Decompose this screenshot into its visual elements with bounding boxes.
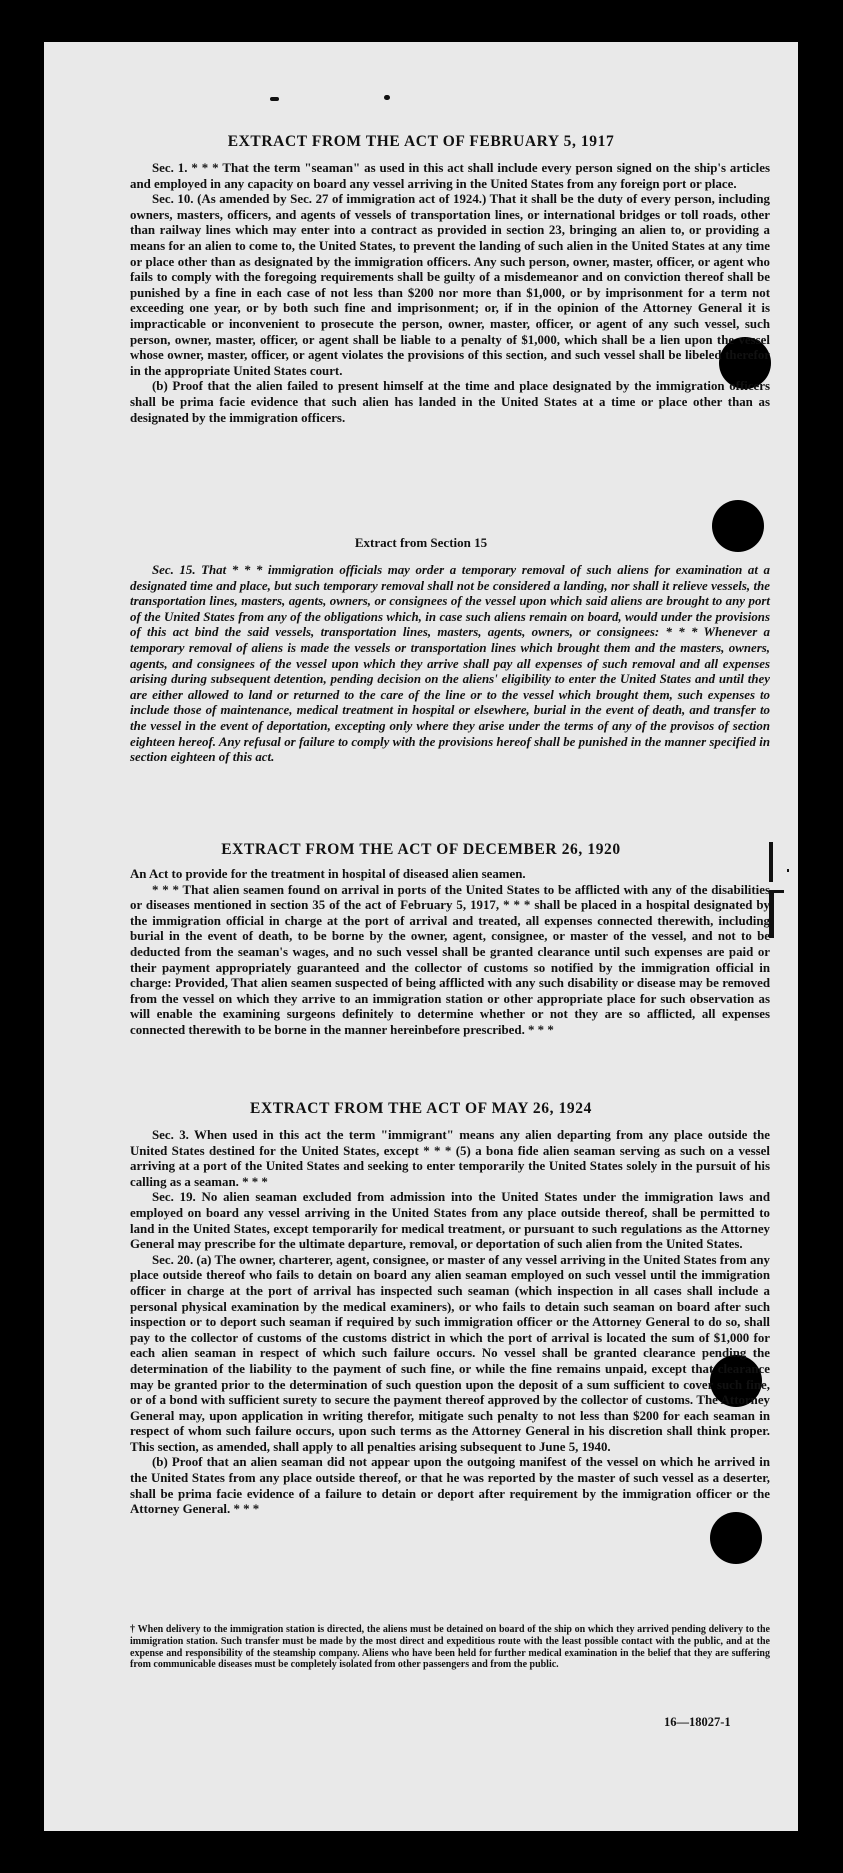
- section-heading-dec-1920: EXTRACT FROM THE ACT OF DECEMBER 26, 1920: [221, 841, 621, 858]
- paragraph: Sec. 10. (As amended by Sec. 27 of immigration act of 1924.) That it shall be the duty of every person, including owners, masters, officers, and agents of vessels of transportation lines, or international bridges or toll roads, other than railway lines which may enter into a contract as provided in section 23, bringing an alien to, or providing a means for an alien to come to, the United States, to prevent the landing of such alien in the United States at any time or place other than as designated by the immigration officers. Any such person, owner, master, officer, or agent who fails to comply with the foregoing requirements shall be guilty of a misdemeanor and on conviction thereof shall be punished by a fine in each case of not less than $200 nor more than $1,000, or by imprisonment for a term not exceeding one year, or by both such fine and imprisonment; or, if in the opinion of the Attorney General it is impracticable or inconvenient to prosecute the person, owner, master, officer, or agent of any such vessel, such person, owner, master, officer, or agent shall be liable to a penalty of $1,000, which shall be a lien upon the vessel whose owner, master, officer, or agent violates the provisions of this section, and such vessel shall be libeled therefor in the appropriate United States court.: [130, 192, 770, 378]
- margin-mark: [787, 869, 789, 872]
- section-heading-feb-1917: EXTRACT FROM THE ACT OF FEBRUARY 5, 1917: [227, 133, 615, 150]
- paragraph: Sec. 3. When used in this act the term "immigrant" means any alien departing from any place outside the United States destined for the United States, except * * * (5) a bona fide alien seaman serving as such on a vessel arriving at a port of the United States and seeking to enter temporarily the United States solely in the pursuit of his calling as a seaman. * * *: [130, 1128, 770, 1189]
- punch-hole: [710, 1512, 762, 1564]
- form-number: 16—18027-1: [664, 1715, 731, 1729]
- document-page: [44, 42, 798, 1831]
- paragraph: (b) Proof that the alien failed to present himself at the time and place designated by the immigration officers shall be prima facie evidence that such alien has landed in the United States at a time or place other than as designated by the immigration officers.: [130, 379, 770, 425]
- section-heading-may-1924: EXTRACT FROM THE ACT OF MAY 26, 1924: [250, 1100, 592, 1117]
- paragraph: Sec. 20. (a) The owner, charterer, agent, consignee, or master of any vessel arriving in the United States from any place outside thereof who fails to detain on board any alien seaman employed on such vessel until the immigration officer in charge at the port of arrival has inspected such seaman (which inspection in all cases shall include a personal physical examination by the medical examiners), or who fails to detain such seaman on board after such inspection or to deport such seaman if required by such immigration officer or the Attorney General to do so, shall pay to the collector of customs of the customs district in which the port of arrival is located the sum of $1,000 for each alien seaman in respect of which such failure occurs. No vessel shall be granted clearance pending the determination of the liability to the payment of such fine, or while the fine remains unpaid, except that clearance may be granted prior to the determination of such question upon the deposit of a sum sufficient to cover such fine, or of a bond with sufficient surety to secure the payment thereof approved by the collector of customs. The Attorney General may, upon application in writing therefor, mitigate such penalty to not less than $200 for each seaman in respect of whom such failure occurs, upon such terms as the Attorney General in his discretion shall think proper. This section, as amended, shall apply to all penalties arising subsequent to June 5, 1940.: [130, 1252, 770, 1454]
- paragraph: Sec. 15. That * * * immigration officials may order a temporary removal of such aliens for examination at a designated time and place, but such temporary removal shall not be considered a landing, nor shall it relieve vessels, the transportation lines, masters, agents, owners, or consignees of the vessel upon which said aliens are brought to any port of the United States from any of the obligations which, in case such aliens remain on board, would under the provisions of this act bind the said vessels, transportation lines, masters, agents, owners, or consignees: * * * Whenever a temporary removal of aliens is made the vessels or transportation lines which brought them and the masters, owners, agents, and consignees of the vessel upon which they arrive shall pay all expenses of such removal and all expenses arising during subsequent detention, pending decision on the aliens' eligibility to enter the United States and until they are either allowed to land or returned to the care of the line or to the vessel which brought them, such expenses to include those of maintenance, medical treatment in hospital or elsewhere, burial in the event of death, and transfer to the vessel in the event of deportation, excepting only where they arise under the terms of any of the provisos of section eighteen hereof. Any refusal or failure to comply with the provisions hereof shall be punished in the manner specified in section eighteen of this act.: [130, 563, 770, 765]
- footnote: † When delivery to the immigration station is directed, the aliens must be detained on board of the ship on which they arrived pending delivery to the immigration station. Such transfer must be made by the most direct and expeditious route with the least possible contact with the public, and at the expense and responsibility of the steamship company. Aliens who have been held for further medical examination in the belief that they are suffering from communicable diseases must be completely isolated from other passengers and from the public.: [130, 1624, 770, 1671]
- section-heading-section-15: Extract from Section 15: [354, 535, 488, 550]
- ink-speck: [270, 97, 279, 101]
- section-body-section-15: [130, 563, 770, 766]
- paragraph: Sec. 19. No alien seaman excluded from admission into the United States under the immigration laws and employed on board any vessel arriving in the United States from any place outside thereof, shall be permitted to land in the United States, except temporarily for medical treatment, or pursuant to such regulations as the Attorney General may prescribe for the ultimate departure, removal, or deportation of such alien from the United States.: [130, 1190, 770, 1252]
- paragraph: (b) Proof that an alien seaman did not appear upon the outgoing manifest of the vessel on which he arrived in the United States from any place outside thereof, or that he was reported by the master of such vessel as a deserter, shall be prima facie evidence of a failure to detain or deport after requirement by the immigration officer or the Attorney General. * * *: [130, 1455, 770, 1517]
- margin-mark: [774, 890, 784, 893]
- paragraph: Sec. 1. * * * That the term "seaman" as used in this act shall include every person signed on the ship's articles and employed in any capacity on board any vessel arriving in the United States from any foreign port or place.: [130, 161, 770, 191]
- paragraph: An Act to provide for the treatment in hospital of diseased alien seamen.: [130, 867, 526, 881]
- ink-speck: [384, 95, 390, 100]
- section-body-feb-1917: [130, 161, 770, 426]
- section-body-may-1924: [130, 1128, 770, 1518]
- paragraph: * * * That alien seamen found on arrival in ports of the United States to be afflicted with any of the disabilities or diseases mentioned in section 35 of the act of February 5, 1917, * * * shall be placed in a hospital designated by the immigration official in charge at the port of arrival and treated, all expenses connected therewith, including burial in the event of death, to be borne by the owner, agent, consignee, or master of the vessel, and not to be deducted from the seaman's wages, and no such vessel shall be granted clearance until such expenses are paid or their payment appropriately guaranteed and the collector of customs so notified by the immigration official in charge: Provided, That alien seamen suspected of being afflicted with any such disability or disease may be removed from the vessel on which they arrive to an immigration station or other appropriate place for such observation as will enable the examining surgeons definitely to determine whether or not they are so afflicted, all expenses connected therewith to be borne in the manner hereinbefore prescribed. * * *: [130, 882, 770, 1037]
- section-body-dec-1920: [130, 867, 770, 1039]
